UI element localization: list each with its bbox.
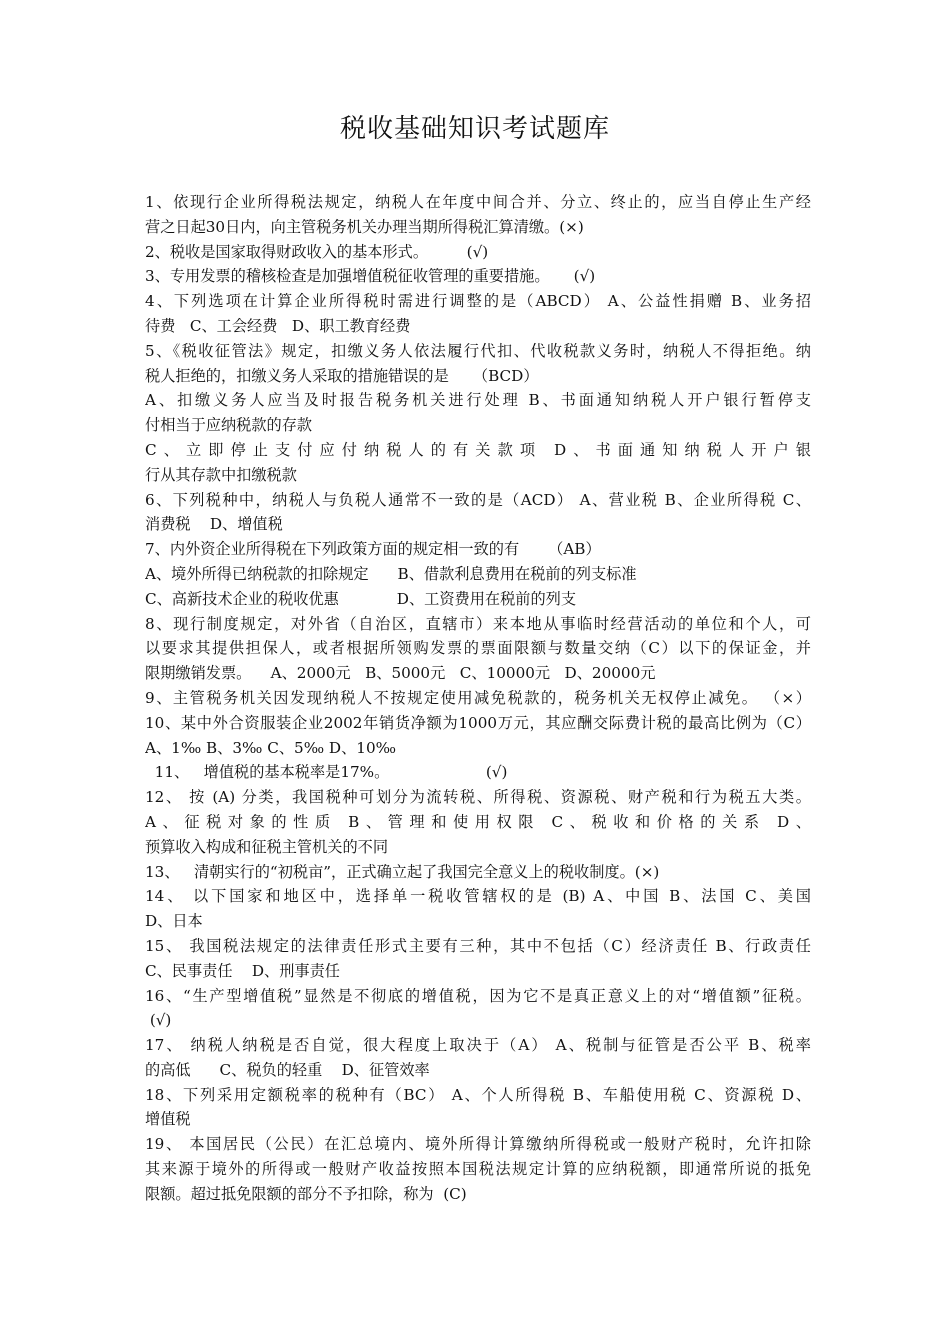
text-line: C、立即停止支付应付纳税人的有关款项 D、书面通知纳税人开户银 — [145, 440, 811, 459]
text-line: 10、某中外合资服装企业2002年销货净额为1000万元，其应酬交际费计税的最高比例为（C） — [145, 713, 811, 732]
text-line: 19、 本国居民（公民）在汇总境内、境外所得计算缴纳所得税或一般财产税时，允许扣除 — [145, 1135, 811, 1154]
text-line: 3、专用发票的稽核检查是加强增值税征收管理的重要措施。 (√) — [145, 267, 596, 286]
text-line: 12、 按 (A) 分类，我国税种可划分为流转税、所得税、资源税、财产税和行为税五大类。 — [145, 788, 811, 807]
text-line: A、1‰ B、3‰ C、5‰ D、10‰ — [145, 738, 396, 757]
text-line: 5、《税收征管法》规定，扣缴义务人依法履行代扣、代收税款义务时，纳税人不得拒绝。纳 — [145, 341, 811, 360]
text-line: 7、内外资企业所得税在下列政策方面的规定相一致的有 （AB） — [145, 540, 601, 559]
text-line: 18、下列采用定额税率的税种有（BC） A、个人所得税 B、车船使用税 C、资源税 D、 — [145, 1085, 811, 1104]
text-line: D、日本 — [145, 912, 203, 931]
text-line: C、民事责任 D、刑事责任 — [145, 961, 340, 980]
text-line: A、征税对象的性质 B、管理和使用权限 C、税收和价格的关系 D、 — [145, 812, 811, 831]
text-line: 营之日起30日内，向主管税务机关办理当期所得税汇算清缴。(×) — [145, 217, 584, 236]
text-line: 税人拒绝的，扣缴义务人采取的措施错误的是 （BCD） — [145, 366, 539, 385]
text-line: 8、现行制度规定，对外省（自治区，直辖市）来本地从事临时经营活动的单位和个人，可 — [145, 614, 811, 633]
text-line: 待费 C、工会经费 D、职工教育经费 — [145, 316, 411, 335]
text-line: 增值税 — [145, 1110, 191, 1129]
text-line: 16、“生产型增值税”显然是不彻底的增值税，因为它不是真正意义上的对“增值额”征税。 — [145, 986, 811, 1005]
text-line: 的高低 C、税负的轻重 D、征管效率 — [145, 1060, 430, 1079]
text-line: 6、下列税种中，纳税人与负税人通常不一致的是（ACD） A、营业税 B、企业所得税 C、 — [145, 490, 811, 509]
question-list — [145, 190, 811, 1207]
text-line: 限期缴销发票。 A、2000元 B、5000元 C、10000元 D、20000元 — [145, 664, 656, 683]
text-line: 行从其存款中扣缴税款 — [145, 465, 297, 484]
text-line: 预算收入构成和征税主管机关的不同 — [145, 837, 388, 856]
document-title: 税收基础知识考试题库 — [339, 114, 610, 144]
text-line: 11、 增值税的基本税率是17%。 (√) — [145, 763, 508, 782]
text-line: 其来源于境外的所得或一般财产收益按照本国税法规定计算的应纳税额，即通常所说的抵免 — [145, 1160, 811, 1179]
text-line: (√) — [145, 1011, 172, 1030]
text-line: A、扣缴义务人应当及时报告税务机关进行处理 B、书面通知纳税人开户银行暂停支 — [145, 391, 811, 410]
text-line: 消费税 D、增值税 — [145, 515, 283, 534]
text-line: 限额。超过抵免限额的部分不予扣除，称为 (C) — [145, 1184, 467, 1203]
text-line: 4、下列选项在计算企业所得税时需进行调整的是（ABCD） A、公益性捐赠 B、业务招 — [145, 292, 811, 311]
text-line: 1、依现行企业所得税法规定，纳税人在年度中间合并、分立、终止的，应当自停止生产经 — [145, 193, 811, 211]
text-line: 9、主管税务机关因发现纳税人不按规定使用减免税款的，税务机关无权停止减免。 （×） — [145, 688, 811, 707]
text-line: C、高新技术企业的税收优惠 D、工资费用在税前的列支 — [145, 589, 577, 608]
text-line: A、境外所得已纳税款的扣除规定 B、借款利息费用在税前的列支标准 — [145, 564, 637, 583]
text-line: 付相当于应纳税款的存款 — [145, 416, 313, 435]
text-line: 以要求其提供担保人，或者根据所领购发票的票面限额与数量交纳（C）以下的保证金，并 — [145, 639, 811, 658]
text-line: 2、税收是国家取得财政收入的基本形式。 (√) — [145, 242, 489, 261]
text-line: 17、 纳税人纳税是否自觉，很大程度上取决于（A） A、税制与征管是否公平 B、税率 — [145, 1036, 811, 1055]
text-line: 13、 清朝实行的“初税亩”，正式确立起了我国完全意义上的税收制度。(×) — [145, 862, 660, 881]
text-line: 14、 以下国家和地区中，选择单一税收管辖权的是 (B) A、中国 B、法国 C、美国 — [145, 887, 811, 906]
text-line: 15、 我国税法规定的法律责任形式主要有三种，其中不包括（C）经济责任 B、行政责任 — [145, 936, 811, 955]
